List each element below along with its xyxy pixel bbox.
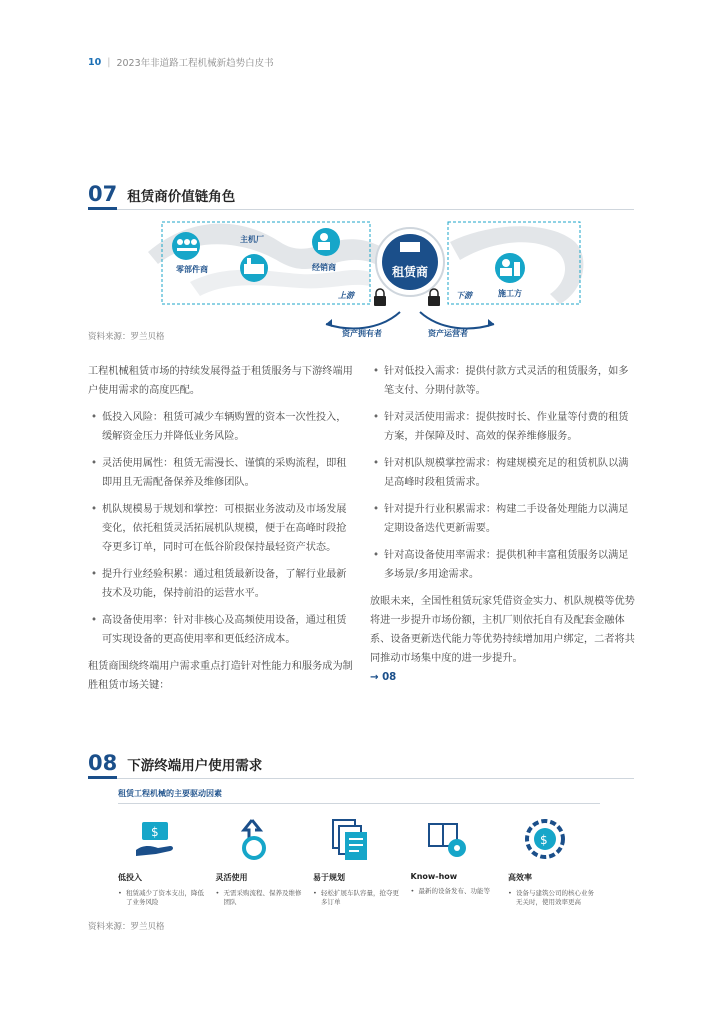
documents-icon [313, 814, 405, 864]
lock-icon-left [374, 289, 386, 306]
construction-icon [495, 253, 525, 283]
left-outro: 租赁商围绕终端用户需求重点打造针对性能力和服务成为制胜租赁市场关键： [88, 661, 353, 691]
downstream-label: 下游 [456, 291, 472, 300]
driver-desc: • 无需采购流程、保养及维修团队 [216, 889, 308, 907]
left-bullet: • 高设备使用率：针对非核心及高频使用设备，通过租赁可实现设备的更高使用率和更低经济成本。 [88, 611, 354, 649]
left-bullet: • 低投入风险：租赁可减少车辆购置的资本一次性投入，缓解资金压力并降低业务风险。 [88, 408, 354, 446]
section-07-heading [88, 182, 634, 210]
money-hand-icon [118, 814, 210, 864]
right-bullet: • 针对低投入需求：提供付款方式灵活的租赁服务，如多笔支付、分期付款等。 [370, 362, 636, 400]
driver-name: 灵活使用 [215, 873, 248, 882]
right-bullet: • 针对提升行业积累需求：构建二手设备处理能力以满足定期设备迭代更新需要。 [370, 500, 636, 538]
left-bullet: • 机队规模易于规划和掌控：可根据业务波动及市场发展变化，依托租赁灵活拓展机队规模，便于在高峰时段抢夺更多订单，同时可在低谷阶段保持最轻资产状态。 [88, 500, 354, 557]
page-header [88, 55, 274, 69]
driver-easy-planning [313, 814, 405, 907]
document-title: 2023年非道路工程机械新趋势白皮书 [116, 58, 274, 69]
section-title: 下游终端用户使用需求 [127, 758, 263, 774]
driver-name: 高效率 [508, 873, 532, 882]
driver-desc: • 租赁减少了资本支出，降低了业务风险 [118, 889, 210, 907]
lessor-icon [376, 228, 444, 296]
right-bullet: • 针对机队规模掌控需求：构建规模充足的租赁机队以满足高峰时段租赁需求。 [370, 454, 636, 492]
section-number: 07 [88, 182, 117, 210]
left-bullet: • 提升行业经验积累：通过租赁最新设备，了解行业最新技术及功能，保持前沿的运营水平。 [88, 565, 354, 603]
dealer-label: 经销商 [312, 263, 336, 272]
asset-owner-arrow [326, 312, 400, 328]
driver-high-efficiency [508, 814, 600, 907]
dealer-icon [312, 228, 340, 256]
drivers-list [118, 814, 600, 907]
value-chain-diagram [130, 212, 600, 342]
asset-operator-arrow [420, 312, 494, 328]
section-08-heading [88, 751, 634, 779]
drivers-panel-title: 租赁工程机械的主要驱动因素 [118, 788, 600, 804]
driver-low-investment [118, 814, 210, 907]
oem-factory-icon [240, 254, 268, 282]
asset-operator-label: 资产运营者 [428, 329, 468, 338]
construction-label: 施工方 [498, 289, 522, 298]
driver-name: 低投入 [118, 873, 142, 882]
drivers-panel [118, 788, 600, 908]
page-number: 10 [88, 56, 102, 68]
left-bullet: • 灵活使用属性：租赁无需漫长、谨慎的采购流程，即租即用且无需配备保养及维修团队。 [88, 454, 354, 492]
section-title: 租赁商价值链角色 [127, 189, 236, 205]
section-07-source: 资料来源：罗兰贝格 [88, 332, 165, 342]
oem-label: 主机厂 [240, 235, 264, 244]
asset-owner-label: 资产拥有者 [342, 329, 382, 338]
right-bullet: • 针对高设备使用率需求：提供机种丰富租赁服务以满足多场景/多用途需求。 [370, 546, 636, 584]
section-number: 08 [88, 751, 117, 779]
lessor-label: 租赁商 [392, 265, 429, 279]
right-bullet: • 针对灵活使用需求：提供按时长、作业量等付费的租赁方案，并保障及时、高效的保养维修服务。 [370, 408, 636, 446]
driver-know-how [411, 814, 503, 907]
parts-supplier-icon [172, 232, 200, 260]
parts-supplier-label: 零部件商 [176, 265, 208, 274]
upstream-label: 上游 [338, 291, 354, 300]
left-intro: 工程机械租赁市场的持续发展得益于租赁服务与下游终端用户使用需求的高度匹配。 [88, 366, 353, 396]
svg-text:$: $ [151, 825, 159, 839]
lock-icon-right [428, 289, 440, 306]
driver-flexible-use [216, 814, 308, 907]
driver-desc: • 设备与建筑公司的核心业务无关时，使用效率更高 [508, 889, 600, 907]
driver-name: 易于规划 [313, 873, 345, 882]
driver-desc: • 最新的设备发布、功能等 [411, 887, 503, 896]
book-gear-icon [411, 814, 503, 864]
svg-text:$: $ [540, 833, 548, 847]
section-08-link[interactable]: → 08 [370, 672, 397, 683]
section-08-source: 资料来源：罗兰贝格 [88, 922, 165, 932]
right-column [370, 362, 636, 687]
flexible-arrow-icon [216, 814, 308, 864]
driver-name: Know-how [410, 872, 458, 881]
header-separator: | [107, 56, 111, 68]
right-outro: 放眼未来，全国性租赁玩家凭借资金实力、机队规模等优势将进一步提升市场份额，主机厂则依托自有及配套金融体系、设备更新迭代能力等优势持续增加用户绑定，二者将共同推动市场集中度的进一步提升。 [370, 596, 635, 664]
driver-desc: • 轻松扩展车队容量，抢夺更多订单 [313, 889, 405, 907]
value-chain-svg [130, 212, 600, 342]
gear-dollar-icon [508, 814, 600, 864]
left-column [88, 362, 354, 703]
